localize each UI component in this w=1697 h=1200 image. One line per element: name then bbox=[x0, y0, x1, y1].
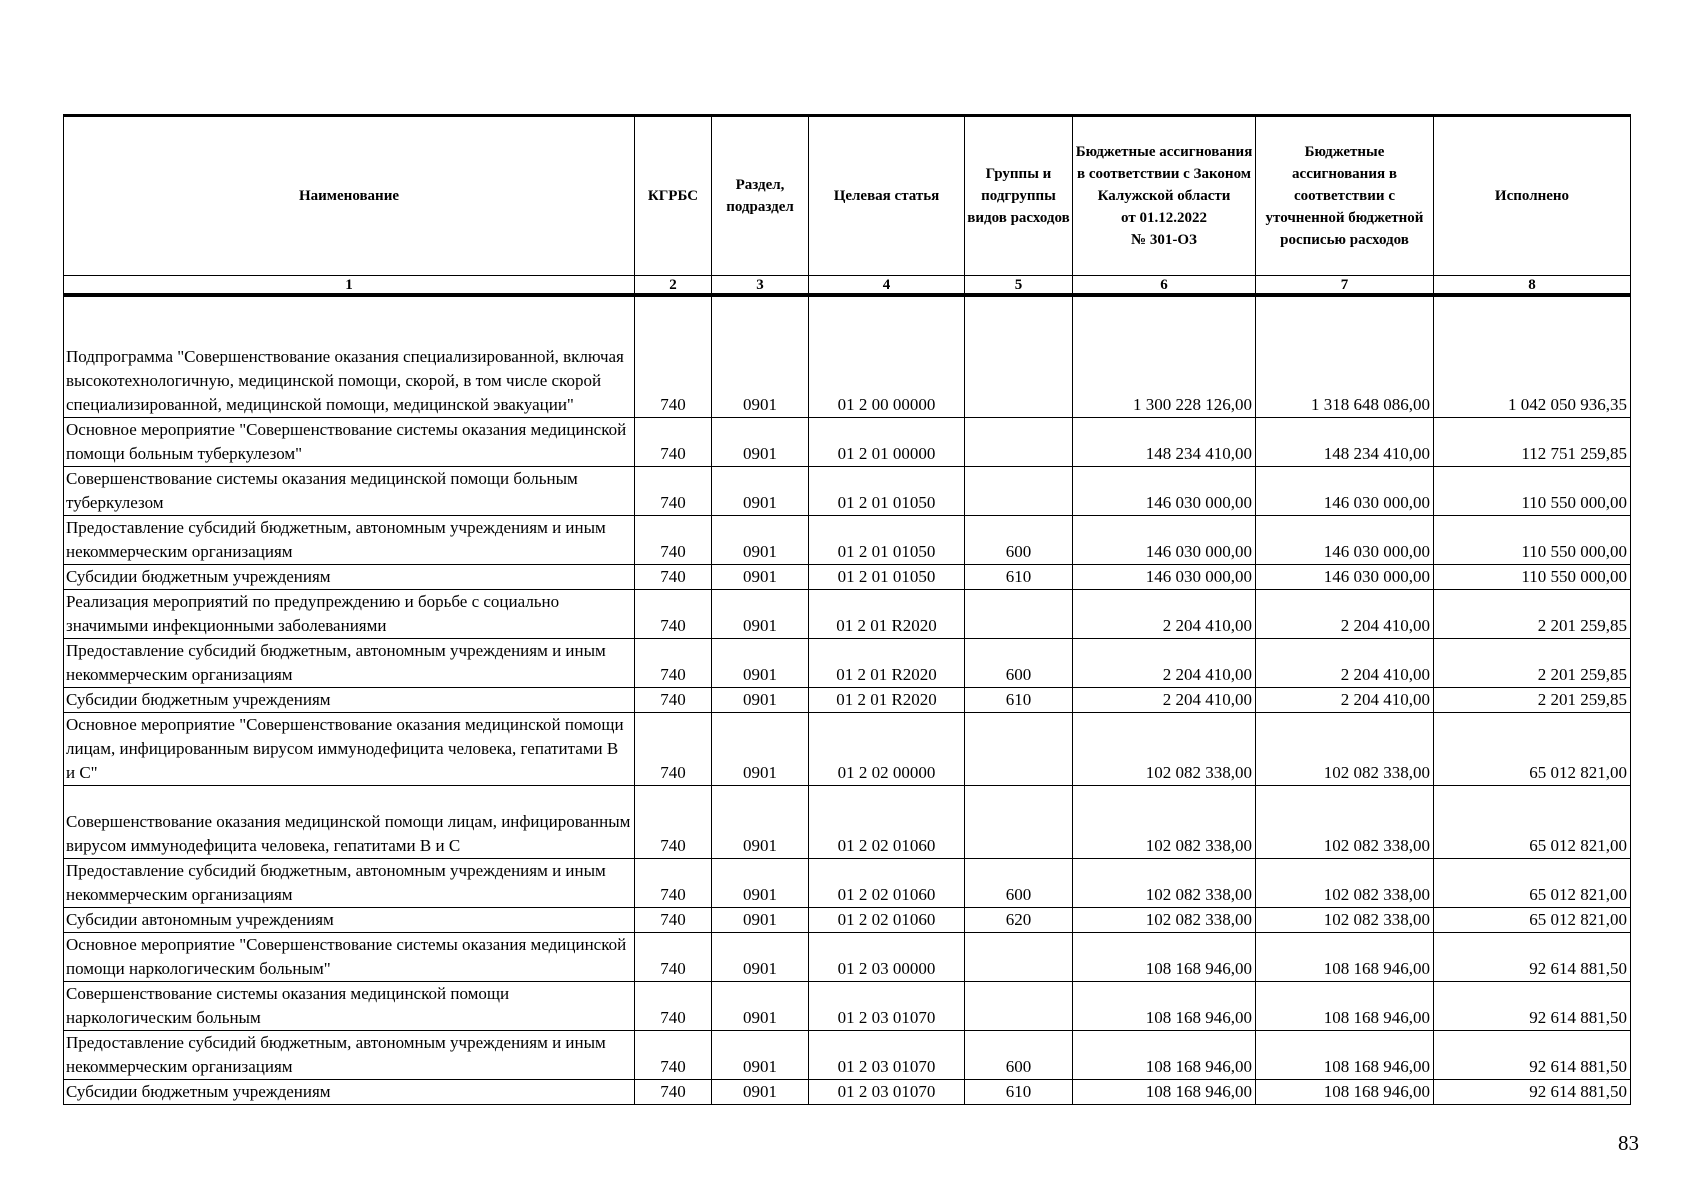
row-law-amount: 108 168 946,00 bbox=[1073, 982, 1256, 1031]
row-kgrbs: 740 bbox=[635, 1031, 712, 1080]
row-law-amount: 2 204 410,00 bbox=[1073, 688, 1256, 713]
row-kgrbs: 740 bbox=[635, 467, 712, 516]
row-revised-amount: 102 082 338,00 bbox=[1256, 713, 1434, 786]
header-name: Наименование bbox=[64, 116, 635, 276]
row-name: Подпрограмма "Совершенствование оказания специализированной, включая высокотехнологичную, медицинской помощи, скорой, в том числе скорой специализированной, медицинской помощи, медицинской эвакуации" bbox=[64, 295, 635, 418]
row-revised-amount: 146 030 000,00 bbox=[1256, 516, 1434, 565]
table-row bbox=[64, 639, 1631, 688]
row-executed-amount: 2 201 259,85 bbox=[1434, 590, 1631, 639]
row-name: Предоставление субсидий бюджетным, автономным учреждениям и иным некоммерческим организациям bbox=[64, 516, 635, 565]
row-section: 0901 bbox=[712, 590, 809, 639]
row-kgrbs: 740 bbox=[635, 688, 712, 713]
table-row bbox=[64, 933, 1631, 982]
row-target-article: 01 2 02 01060 bbox=[809, 859, 965, 908]
row-kgrbs: 740 bbox=[635, 295, 712, 418]
row-name: Основное мероприятие "Совершенствование оказания медицинской помощи лицам, инфицированным вирусом иммунодефицита человека, гепатитами В и С" bbox=[64, 713, 635, 786]
table-row bbox=[64, 908, 1631, 933]
row-revised-amount: 2 204 410,00 bbox=[1256, 688, 1434, 713]
header-expense-groups: Группы и подгруппы видов расходов bbox=[965, 116, 1073, 276]
row-target-article: 01 2 02 00000 bbox=[809, 713, 965, 786]
row-expense-group: 610 bbox=[965, 1080, 1073, 1105]
header-section: Раздел, подраздел bbox=[712, 116, 809, 276]
row-law-amount: 146 030 000,00 bbox=[1073, 516, 1256, 565]
row-section: 0901 bbox=[712, 1031, 809, 1080]
row-executed-amount: 65 012 821,00 bbox=[1434, 859, 1631, 908]
header-target-article: Целевая статья bbox=[809, 116, 965, 276]
row-target-article: 01 2 03 01070 bbox=[809, 1031, 965, 1080]
row-kgrbs: 740 bbox=[635, 908, 712, 933]
row-law-amount: 102 082 338,00 bbox=[1073, 908, 1256, 933]
table-row bbox=[64, 418, 1631, 467]
row-section: 0901 bbox=[712, 295, 809, 418]
row-executed-amount: 2 201 259,85 bbox=[1434, 639, 1631, 688]
row-law-amount: 146 030 000,00 bbox=[1073, 467, 1256, 516]
row-expense-group bbox=[965, 295, 1073, 418]
row-expense-group: 600 bbox=[965, 516, 1073, 565]
row-name: Предоставление субсидий бюджетным, автономным учреждениям и иным некоммерческим организациям bbox=[64, 639, 635, 688]
row-executed-amount: 92 614 881,50 bbox=[1434, 933, 1631, 982]
row-expense-group: 610 bbox=[965, 688, 1073, 713]
column-number: 6 bbox=[1073, 276, 1256, 296]
row-target-article: 01 2 00 00000 bbox=[809, 295, 965, 418]
row-revised-amount: 108 168 946,00 bbox=[1256, 1080, 1434, 1105]
row-revised-amount: 1 318 648 086,00 bbox=[1256, 295, 1434, 418]
row-kgrbs: 740 bbox=[635, 786, 712, 859]
row-law-amount: 148 234 410,00 bbox=[1073, 418, 1256, 467]
column-number: 7 bbox=[1256, 276, 1434, 296]
row-law-amount: 1 300 228 126,00 bbox=[1073, 295, 1256, 418]
row-law-amount: 2 204 410,00 bbox=[1073, 590, 1256, 639]
row-expense-group: 610 bbox=[965, 565, 1073, 590]
column-number: 2 bbox=[635, 276, 712, 296]
header-kgrbs: КГРБС bbox=[635, 116, 712, 276]
row-target-article: 01 2 02 01060 bbox=[809, 786, 965, 859]
row-law-amount: 108 168 946,00 bbox=[1073, 1031, 1256, 1080]
row-expense-group bbox=[965, 418, 1073, 467]
table-row bbox=[64, 982, 1631, 1031]
row-section: 0901 bbox=[712, 418, 809, 467]
table-row bbox=[64, 467, 1631, 516]
row-section: 0901 bbox=[712, 859, 809, 908]
row-revised-amount: 146 030 000,00 bbox=[1256, 467, 1434, 516]
row-section: 0901 bbox=[712, 786, 809, 859]
row-law-amount: 108 168 946,00 bbox=[1073, 933, 1256, 982]
row-name: Предоставление субсидий бюджетным, автономным учреждениям и иным некоммерческим организациям bbox=[64, 859, 635, 908]
row-name: Совершенствование системы оказания медицинской помощи больным туберкулезом bbox=[64, 467, 635, 516]
row-name: Субсидии автономным учреждениям bbox=[64, 908, 635, 933]
row-revised-amount: 148 234 410,00 bbox=[1256, 418, 1434, 467]
row-expense-group bbox=[965, 786, 1073, 859]
row-target-article: 01 2 01 01050 bbox=[809, 565, 965, 590]
row-target-article: 01 2 03 00000 bbox=[809, 933, 965, 982]
row-revised-amount: 108 168 946,00 bbox=[1256, 1031, 1434, 1080]
row-section: 0901 bbox=[712, 565, 809, 590]
row-executed-amount: 1 042 050 936,35 bbox=[1434, 295, 1631, 418]
row-section: 0901 bbox=[712, 1080, 809, 1105]
row-executed-amount: 110 550 000,00 bbox=[1434, 565, 1631, 590]
row-executed-amount: 112 751 259,85 bbox=[1434, 418, 1631, 467]
row-target-article: 01 2 01 R2020 bbox=[809, 590, 965, 639]
row-executed-amount: 65 012 821,00 bbox=[1434, 908, 1631, 933]
row-expense-group: 620 bbox=[965, 908, 1073, 933]
row-name: Основное мероприятие "Совершенствование системы оказания медицинской помощи наркологическим больным" bbox=[64, 933, 635, 982]
row-executed-amount: 110 550 000,00 bbox=[1434, 467, 1631, 516]
row-revised-amount: 146 030 000,00 bbox=[1256, 565, 1434, 590]
row-law-amount: 108 168 946,00 bbox=[1073, 1080, 1256, 1105]
row-target-article: 01 2 01 R2020 bbox=[809, 639, 965, 688]
row-law-amount: 146 030 000,00 bbox=[1073, 565, 1256, 590]
row-executed-amount: 65 012 821,00 bbox=[1434, 713, 1631, 786]
table-row bbox=[64, 295, 1631, 418]
table-row bbox=[64, 565, 1631, 590]
row-section: 0901 bbox=[712, 713, 809, 786]
row-expense-group bbox=[965, 982, 1073, 1031]
row-name: Субсидии бюджетным учреждениям bbox=[64, 688, 635, 713]
table-row bbox=[64, 1080, 1631, 1105]
row-law-amount: 102 082 338,00 bbox=[1073, 713, 1256, 786]
column-number: 3 bbox=[712, 276, 809, 296]
row-executed-amount: 92 614 881,50 bbox=[1434, 1080, 1631, 1105]
table-row bbox=[64, 1031, 1631, 1080]
row-name: Субсидии бюджетным учреждениям bbox=[64, 565, 635, 590]
row-target-article: 01 2 01 01050 bbox=[809, 467, 965, 516]
row-name: Основное мероприятие "Совершенствование системы оказания медицинской помощи больным туберкулезом" bbox=[64, 418, 635, 467]
row-revised-amount: 102 082 338,00 bbox=[1256, 859, 1434, 908]
row-expense-group bbox=[965, 713, 1073, 786]
row-expense-group bbox=[965, 467, 1073, 516]
row-section: 0901 bbox=[712, 688, 809, 713]
budget-execution-table bbox=[63, 114, 1631, 1105]
row-section: 0901 bbox=[712, 467, 809, 516]
row-revised-amount: 2 204 410,00 bbox=[1256, 639, 1434, 688]
header-executed: Исполнено bbox=[1434, 116, 1631, 276]
row-expense-group bbox=[965, 590, 1073, 639]
table-row bbox=[64, 590, 1631, 639]
row-law-amount: 2 204 410,00 bbox=[1073, 639, 1256, 688]
row-section: 0901 bbox=[712, 982, 809, 1031]
row-kgrbs: 740 bbox=[635, 565, 712, 590]
row-expense-group: 600 bbox=[965, 1031, 1073, 1080]
header-law-date: от 01.12.2022 bbox=[1121, 210, 1207, 226]
table-row bbox=[64, 713, 1631, 786]
row-law-amount: 102 082 338,00 bbox=[1073, 859, 1256, 908]
row-revised-amount: 102 082 338,00 bbox=[1256, 908, 1434, 933]
row-expense-group: 600 bbox=[965, 859, 1073, 908]
row-kgrbs: 740 bbox=[635, 590, 712, 639]
header-law-appropriations bbox=[1073, 116, 1256, 276]
column-number-row bbox=[64, 276, 1631, 296]
row-target-article: 01 2 03 01070 bbox=[809, 982, 965, 1031]
column-number: 8 bbox=[1434, 276, 1631, 296]
row-executed-amount: 92 614 881,50 bbox=[1434, 1031, 1631, 1080]
header-law-number: № 301-ОЗ bbox=[1131, 232, 1197, 248]
row-law-amount: 102 082 338,00 bbox=[1073, 786, 1256, 859]
row-kgrbs: 740 bbox=[635, 1080, 712, 1105]
row-revised-amount: 108 168 946,00 bbox=[1256, 933, 1434, 982]
row-target-article: 01 2 02 01060 bbox=[809, 908, 965, 933]
row-name: Субсидии бюджетным учреждениям bbox=[64, 1080, 635, 1105]
row-section: 0901 bbox=[712, 516, 809, 565]
column-number: 5 bbox=[965, 276, 1073, 296]
row-executed-amount: 65 012 821,00 bbox=[1434, 786, 1631, 859]
row-section: 0901 bbox=[712, 639, 809, 688]
row-kgrbs: 740 bbox=[635, 713, 712, 786]
row-name: Совершенствование оказания медицинской помощи лицам, инфицированным вирусом иммунодефицита человека, гепатитами В и С bbox=[64, 786, 635, 859]
row-revised-amount: 2 204 410,00 bbox=[1256, 590, 1434, 639]
row-section: 0901 bbox=[712, 933, 809, 982]
row-target-article: 01 2 01 R2020 bbox=[809, 688, 965, 713]
row-executed-amount: 110 550 000,00 bbox=[1434, 516, 1631, 565]
column-number: 1 bbox=[64, 276, 635, 296]
row-kgrbs: 740 bbox=[635, 982, 712, 1031]
row-expense-group: 600 bbox=[965, 639, 1073, 688]
header-law-text: Бюджетные ассигнования в соответствии с Законом Калужской области bbox=[1075, 144, 1253, 204]
row-section: 0901 bbox=[712, 908, 809, 933]
row-revised-amount: 102 082 338,00 bbox=[1256, 786, 1434, 859]
row-executed-amount: 92 614 881,50 bbox=[1434, 982, 1631, 1031]
header-revised-appropriations: Бюджетные ассигнования в соответствии с уточненной бюджетной росписью расходов bbox=[1256, 116, 1434, 276]
row-name: Совершенствование системы оказания медицинской помощи наркологическим больным bbox=[64, 982, 635, 1031]
row-kgrbs: 740 bbox=[635, 418, 712, 467]
column-number: 4 bbox=[809, 276, 965, 296]
row-target-article: 01 2 01 00000 bbox=[809, 418, 965, 467]
row-target-article: 01 2 03 01070 bbox=[809, 1080, 965, 1105]
row-executed-amount: 2 201 259,85 bbox=[1434, 688, 1631, 713]
header-row bbox=[64, 116, 1631, 276]
row-revised-amount: 108 168 946,00 bbox=[1256, 982, 1434, 1031]
table-row bbox=[64, 859, 1631, 908]
table-body bbox=[64, 295, 1631, 1105]
budget-table-sheet bbox=[63, 114, 1630, 1105]
row-kgrbs: 740 bbox=[635, 516, 712, 565]
table-row bbox=[64, 516, 1631, 565]
row-kgrbs: 740 bbox=[635, 639, 712, 688]
table-row bbox=[64, 688, 1631, 713]
row-name: Предоставление субсидий бюджетным, автономным учреждениям и иным некоммерческим организациям bbox=[64, 1031, 635, 1080]
row-kgrbs: 740 bbox=[635, 859, 712, 908]
row-name: Реализация мероприятий по предупреждению и борьбе с социально значимыми инфекционными заболеваниями bbox=[64, 590, 635, 639]
table-row bbox=[64, 786, 1631, 859]
row-target-article: 01 2 01 01050 bbox=[809, 516, 965, 565]
row-kgrbs: 740 bbox=[635, 933, 712, 982]
row-expense-group bbox=[965, 933, 1073, 982]
page-number: 83 bbox=[1618, 1131, 1639, 1155]
